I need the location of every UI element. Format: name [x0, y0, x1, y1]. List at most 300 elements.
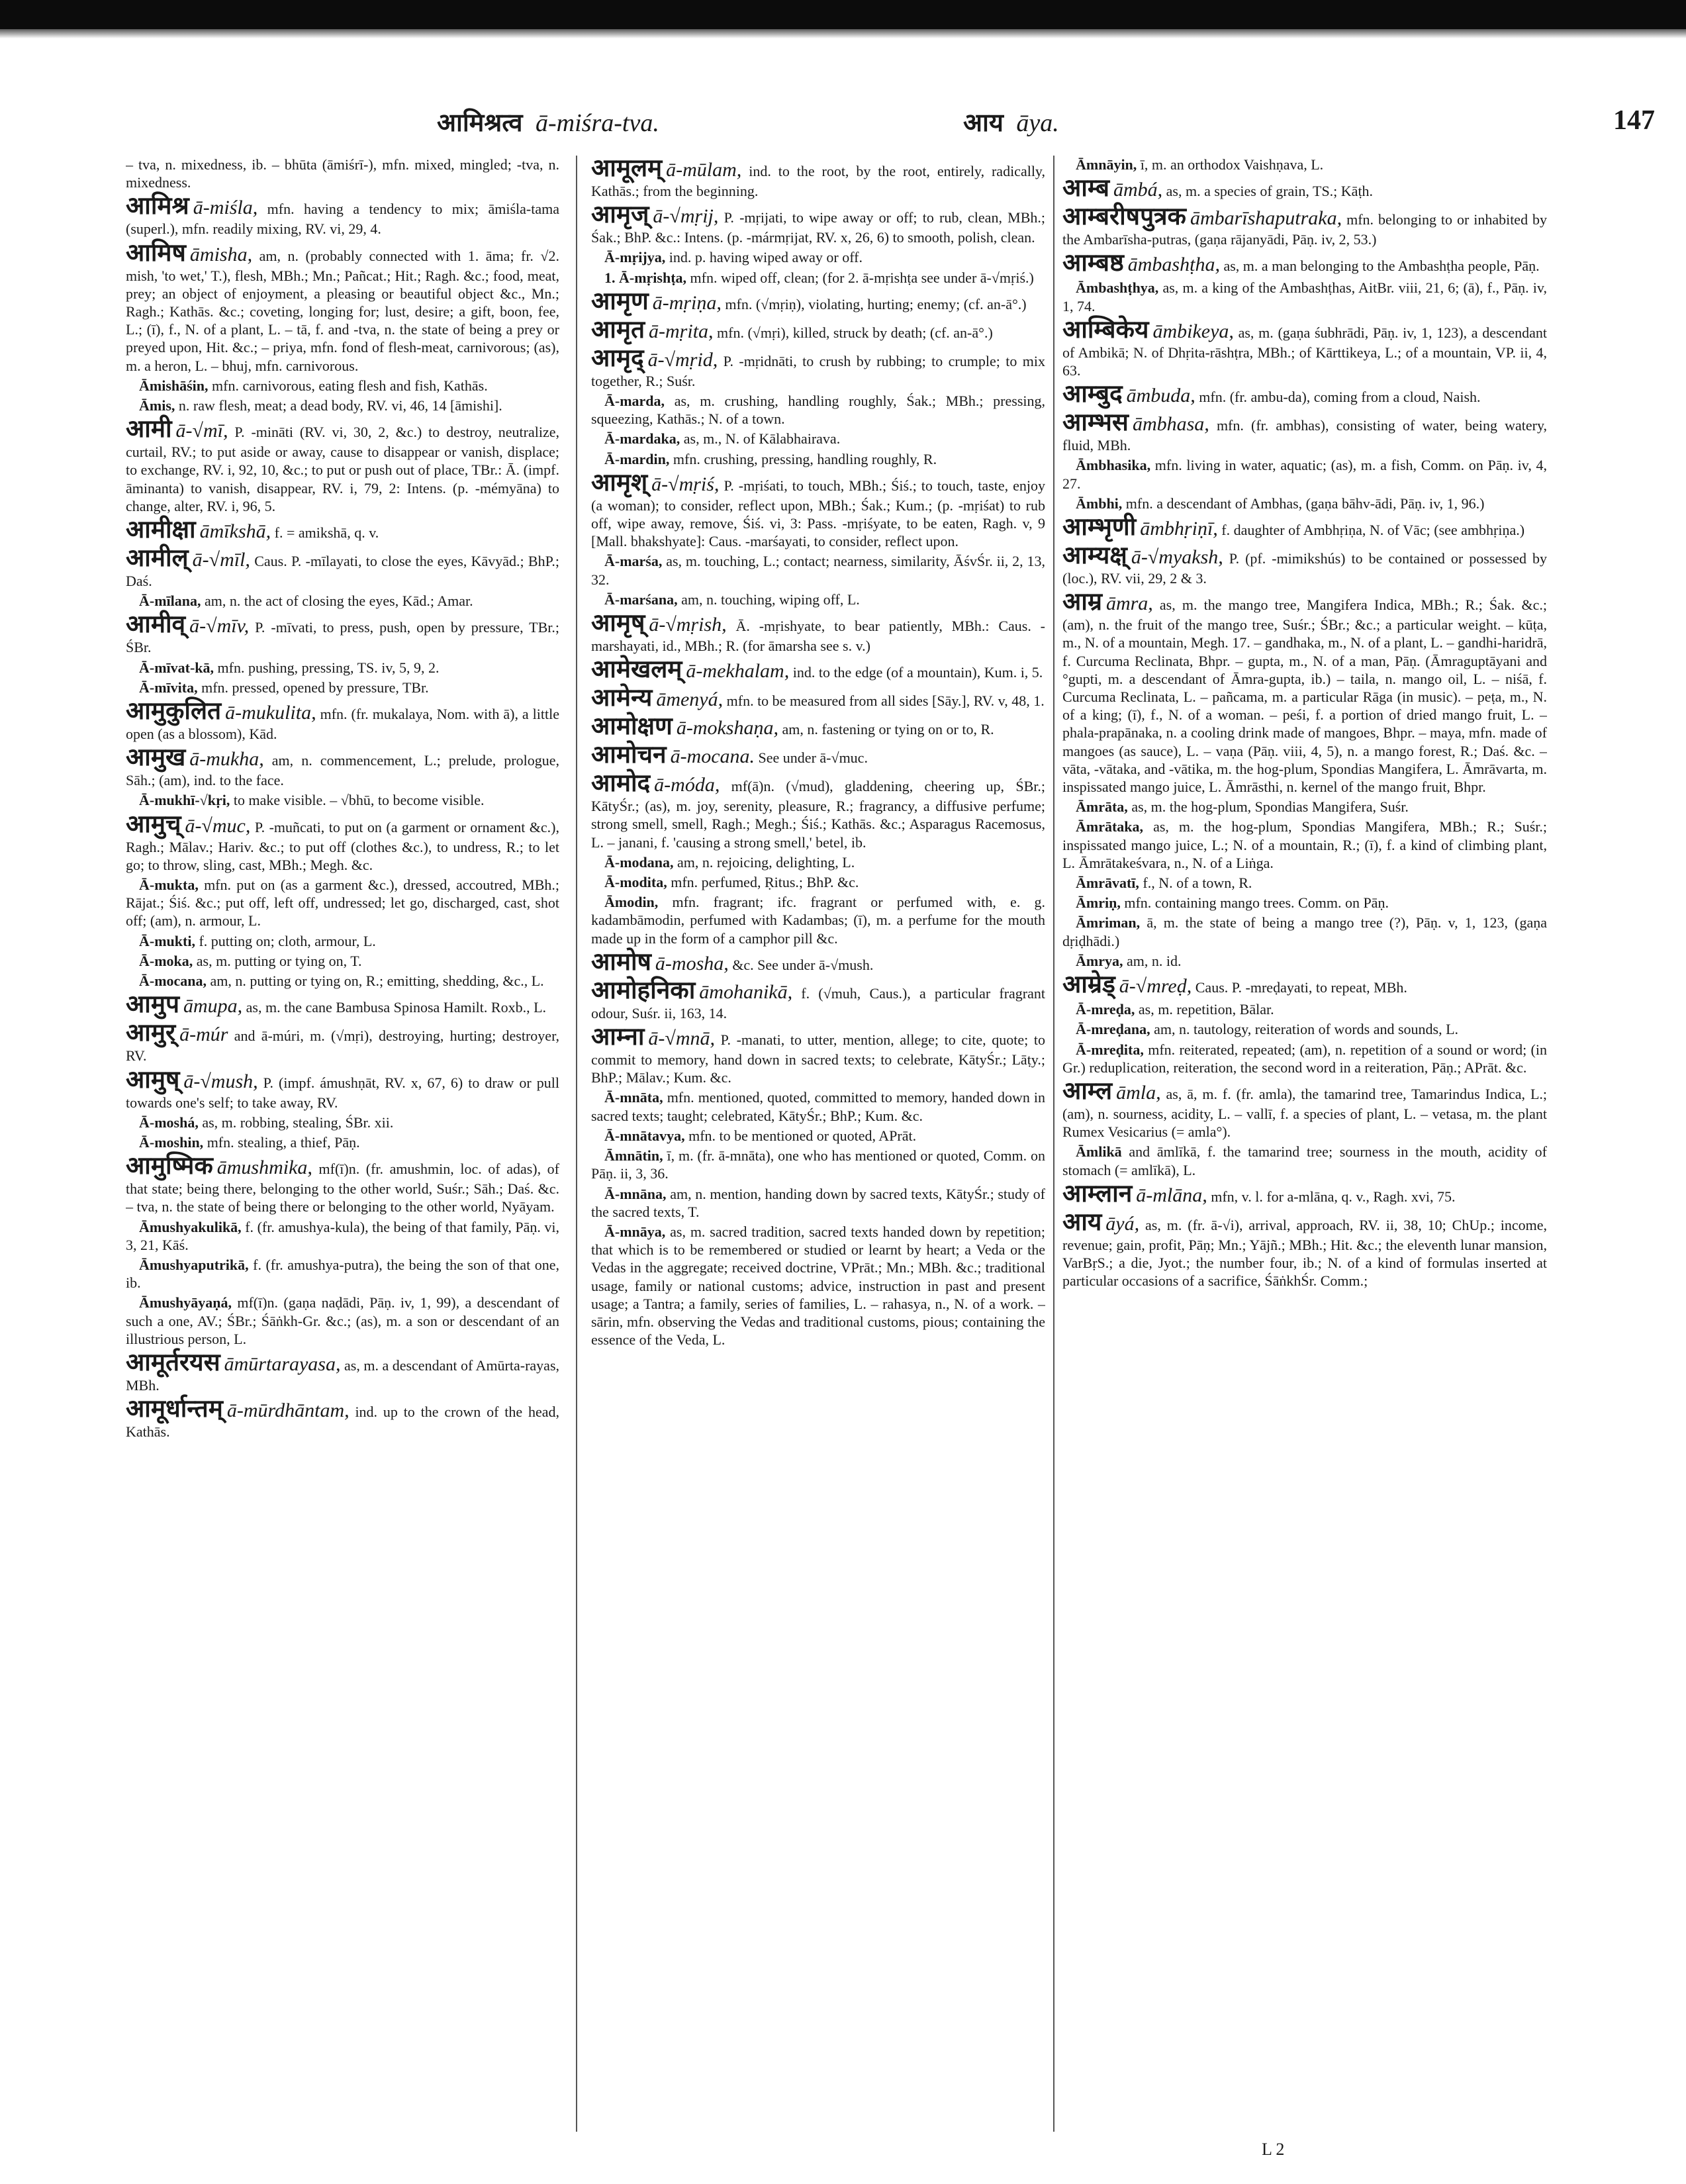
entry-transliteration: ā-miśla,	[193, 197, 258, 219]
entry-definition: mfn. (√mṛi), killed, struck by death; (cf. an-ā°.)	[717, 324, 993, 341]
entry-definition: as, ā, m. f. (fr. amla), the tamarind tree, Tamarindus Indica, L.; (am), n. sourness, acidity, L. – vallī, f. a species of plant, L. – vetasa, m. the plant Rumex Vesicarius (= amla°).	[1062, 1085, 1547, 1141]
running-header	[113, 105, 1655, 144]
entry-headword: आम्ना	[591, 1023, 645, 1051]
dictionary-subentry	[591, 430, 1045, 448]
dictionary-subentry	[1062, 1143, 1547, 1178]
entry-definition: ind. to the edge (of a mountain), Kum. i, 5.	[792, 664, 1043, 681]
entry-definition: P. -mṛiśati, to touch, MBh.; Śiś.; to touch, taste, enjoy (a woman); to consider, reflect upon, MBh.; Śak.; Kum.; (p. -mṛiśat) to rub off, wipe away, remove, Śiś. vi, 3: Pass. -mṛiśyate, to be eaten, Ragh. v, 9 [Mall. bhakshyate]: Caus. -marśayati, to consider, reflect upon.	[591, 477, 1045, 550]
entry-headword: आमी	[126, 416, 172, 444]
entry-definition: am, n. mention, handing down by sacred texts, KātyŚr.; study of the sacred texts, T.	[591, 1185, 1045, 1220]
entry-definition: mfn. fragrant; ifc. fragrant or perfumed with, e. g. kadambāmodin, perfumed with Kadambas; (ī), m. a perfume for the mouth made up in the form of a camphor pill &c.	[591, 894, 1045, 947]
entry-headword: आम्भृणी	[1062, 514, 1137, 542]
subentry-term: Ā-mukhī-√kṛi,	[139, 792, 230, 809]
column-3	[1062, 156, 1547, 2135]
entry-definition: as, m. a species of grain, TS.; Kāṭh.	[1166, 183, 1374, 200]
subentry-term: Ā-mocana,	[139, 973, 207, 990]
subentry-term: Ā-mnāya,	[604, 1223, 666, 1240]
subentry-term: Āmodin,	[604, 894, 659, 911]
dictionary-entry	[1062, 317, 1547, 379]
subentry-term: Ā-moka,	[139, 952, 193, 969]
entry-definition: as, m. touching, L.; contact; nearness, similarity, ĀśvŚr. ii, 2, 13, 32.	[591, 553, 1045, 588]
entry-headword: आमुख	[126, 744, 186, 772]
header-mid-devanagari: आय	[963, 109, 1004, 137]
entry-definition: as, m. robbing, stealing, ŚBr. xii.	[202, 1114, 394, 1131]
entry-definition: mfn. wiped off, clean; (for 2. ā-mṛishṭa see under ā-√mṛiś.)	[690, 269, 1034, 286]
entry-definition: as, m. a king of the Ambashṭhas, AitBr. viii, 21, 6; (ā), f., Pāṇ. iv, 1, 74.	[1062, 279, 1547, 314]
dictionary-subentry	[1062, 798, 1547, 816]
entry-definition: as, m. (gaṇa śubhrādi, Pāṇ. iv, 1, 123), a descendant of Ambikā; N. of Dhṛita-rāshṭra, MBh.; of Kārttikeya, L.; of a mountain, VP. ii, 4, 63.	[1062, 324, 1547, 379]
entry-transliteration: ā-mokshaṇa,	[676, 717, 778, 739]
entry-definition: mf(ī)n. (gaṇa naḍādi, Pāṇ. iv, 1, 99), a descendant of such a one, AV.; ŚBr.; Śāṅkh-Gr. &c.; (as), m. a son or descendant of an illustrious person, L.	[126, 1294, 559, 1347]
entry-definition: f. (√muh, Caus.), a particular fragrant odour, Suśr. ii, 163, 14.	[591, 984, 1045, 1021]
entry-transliteration: āmushmika,	[216, 1157, 312, 1179]
entry-definition: &c. See under ā-√mush.	[732, 956, 874, 973]
dictionary-entry	[126, 240, 559, 375]
entry-transliteration: āmbarīshaputraka,	[1190, 207, 1342, 230]
dictionary-subentry	[591, 893, 1045, 947]
entry-headword: आमृत	[591, 316, 645, 344]
dictionary-subentry	[591, 552, 1045, 588]
dictionary-subentry	[126, 377, 559, 395]
dictionary-entry	[1062, 250, 1547, 277]
header-left-devanagari: आमिश्रत्व	[437, 109, 523, 137]
subentry-term: Ā-moshin,	[139, 1133, 204, 1151]
entry-definition: ind. p. having wiped away or off.	[669, 249, 863, 266]
entry-definition: am, n. touching, wiping off, L.	[681, 591, 860, 608]
entry-headword: आमोचन	[591, 741, 667, 769]
entry-transliteration: ā-√myaksh,	[1131, 546, 1223, 569]
dictionary-subentry	[591, 1088, 1045, 1124]
dictionary-subentry	[591, 1223, 1045, 1349]
entry-definition: mfn. having a tendency to mix; āmiśla-tama (superl.), mfn. readily mixing, RV. vi, 29, 4.	[126, 201, 559, 238]
dictionary-entry	[126, 546, 559, 590]
dictionary-subentry	[126, 679, 559, 696]
entry-definition: Ā. -mṛishyate, to bear patiently, MBh.: Caus. -marshayati, id., MBh.; R. (for āmarsha see s. v.)	[591, 618, 1045, 655]
dictionary-entry	[591, 610, 1045, 655]
subentry-term: Āmushyaputrikā,	[139, 1256, 249, 1273]
entry-headword: आमील्	[126, 545, 189, 573]
entry-definition: and āmlīkā, f. the tamarind tree; sourness in the mouth, acidity of stomach (= amlīkā), L.	[1062, 1143, 1547, 1178]
entry-headword: आम्भस	[1062, 409, 1129, 437]
subentry-term: Ā-mṛijya,	[604, 249, 666, 266]
subentry-term: Ā-mnāna,	[604, 1185, 667, 1202]
entry-definition: P. (pf. -mimikshús) to be contained or possessed by (loc.), RV. vii, 29, 2 & 3.	[1062, 550, 1547, 587]
dictionary-entry	[591, 714, 1045, 740]
entry-definition: as, m. repetition, Bālar.	[1138, 1001, 1274, 1018]
entry-definition: to make visible. – √bhū, to become visible.	[233, 792, 485, 809]
header-left-translit: ā-miśra-tva.	[536, 109, 659, 137]
entry-definition: mfn. a descendant of Ambhas, (gaṇa bāhv-ādi, Pāṇ. iv, 1, 96.)	[1125, 495, 1485, 512]
entry-headword: आमूर्धान्तम्	[126, 1396, 223, 1423]
subentry-term: Āmbhasika,	[1076, 457, 1151, 474]
dictionary-entry	[591, 1024, 1045, 1086]
dictionary-entry	[591, 771, 1045, 851]
entry-headword: आम्ल	[1062, 1077, 1113, 1105]
entry-definition: mfn. put on (as a garment &c.), dressed, accoutred, MBh.; Rājat.; Śiś. &c.; put off, left off, undressed; let go, discharged, cast, shot off; (am), n. armour, L.	[126, 877, 559, 929]
subentry-term: Ā-mreḍita,	[1076, 1041, 1144, 1058]
entry-transliteration: āmla,	[1116, 1081, 1161, 1104]
entry-transliteration: ā-mṛiṇa,	[652, 291, 722, 314]
dictionary-entry	[126, 745, 559, 789]
subentry-term: Ā-mreḍa,	[1076, 1001, 1135, 1018]
entry-transliteration: ā-√mī,	[175, 420, 228, 442]
entry-headword: आमीव्	[126, 611, 186, 639]
entry-headword: आमीक्षा	[126, 516, 196, 544]
column-rule-2	[1053, 156, 1054, 2132]
entry-headword: आमोष	[591, 948, 651, 976]
subentry-term: Āmriman,	[1076, 914, 1141, 931]
dictionary-subentry	[1062, 952, 1547, 970]
dictionary-entry	[1062, 1210, 1547, 1290]
dictionary-entry	[126, 612, 559, 656]
entry-headword: आम्बुद	[1062, 381, 1123, 408]
dictionary-entry	[1062, 514, 1547, 541]
header-right-catchword	[963, 105, 1059, 139]
dictionary-entry	[1062, 1078, 1547, 1141]
entry-definition: as, m. the cane Bambusa Spinosa Hamilt. Roxb., L.	[246, 999, 547, 1016]
entry-headword: आमोहनिका	[591, 976, 696, 1004]
column-2	[591, 156, 1045, 2135]
entry-definition: and ā-múri, m. (√mṛi), destroying, hurting; destroyer, RV.	[126, 1027, 559, 1065]
dictionary-entry	[1062, 381, 1547, 408]
entry-transliteration: ā-√mṛiś,	[651, 473, 720, 495]
entry-transliteration: ā-√mṛish,	[649, 614, 727, 636]
entry-headword: आय	[1062, 1208, 1102, 1236]
entry-definition: mfn. mentioned, quoted, committed to memory, handed down in sacred texts; taught; celebrated, KātyŚr.; BhP.; Kum. &c.	[591, 1089, 1045, 1124]
dictionary-subentry	[1062, 818, 1547, 872]
dictionary-subentry	[591, 873, 1045, 891]
dictionary-entry	[1062, 589, 1547, 796]
entry-headword: आमिष	[126, 239, 186, 267]
dictionary-entry	[591, 202, 1045, 246]
entry-headword: आम्यक्ष्	[1062, 542, 1127, 570]
entry-transliteration: āmūrtarayasa,	[224, 1353, 341, 1375]
subentry-term: Ā-moshá,	[139, 1114, 199, 1131]
subentry-term: Āmbashṭhya,	[1076, 279, 1159, 297]
entry-definition: as, m. putting or tying on, T.	[196, 952, 362, 969]
entry-headword: आम्बष्ठ	[1062, 250, 1124, 277]
subentry-term: Ā-mīvat-kā,	[139, 659, 214, 676]
dictionary-subentry	[126, 1114, 559, 1131]
dictionary-entry	[591, 657, 1045, 683]
subentry-term: Āmriṇ,	[1076, 894, 1121, 912]
entry-definition: mfn, v. l. for a-mlāna, q. v., Ragh. xvi, 75.	[1211, 1188, 1456, 1205]
entry-headword: आमुर्	[126, 1020, 176, 1047]
entry-transliteration: ā-√mṛij,	[653, 205, 719, 228]
entry-headword: आमृद्	[591, 344, 644, 372]
dictionary-entry	[126, 416, 559, 515]
entry-transliteration: ā-mlāna,	[1136, 1184, 1207, 1206]
dictionary-entry	[126, 812, 559, 874]
dictionary-entry	[1062, 543, 1547, 587]
entry-definition: P. -manati, to utter, mention, allege; to cite, quote; to commit to memory, hand down in sacred texts; to celebrate, KātyŚr.; Lāṭy.; BhP.; Mālav.; Kum. &c.	[591, 1031, 1045, 1086]
entry-definition: am, n. the act of closing the eyes, Kād.; Amar.	[205, 593, 473, 610]
entry-transliteration: āmra,	[1105, 593, 1153, 615]
dictionary-entry	[591, 317, 1045, 344]
subentry-term: Ā-mnāta,	[604, 1089, 663, 1106]
entry-transliteration: ā-mocana.	[670, 745, 755, 768]
dictionary-entry	[126, 698, 559, 743]
entry-transliteration: āmisha,	[189, 243, 253, 265]
entry-definition: am, n. rejoicing, delighting, L.	[677, 853, 855, 871]
entry-transliteration: āmbá,	[1113, 179, 1163, 201]
entry-definition: mfn. (√mṛiṇ), violating, hurting; enemy; (cf. an-ā°.)	[725, 295, 1027, 312]
entry-transliteration: ā-√muc,	[185, 814, 251, 837]
entry-definition: n. raw flesh, meat; a dead body, RV. vi, 46, 14 [āmishi].	[178, 397, 502, 414]
entry-headword: आमिश्र	[126, 193, 189, 220]
entry-transliteration: āmenyá,	[656, 688, 724, 711]
dictionary-entry	[126, 992, 559, 1018]
entry-definition: mfn. perfumed, Ṛitus.; BhP. &c.	[671, 874, 859, 891]
subentry-term: Ā-mnātavya,	[604, 1127, 685, 1144]
entry-definition: am, n. id.	[1126, 952, 1182, 969]
entry-transliteration: ā-√mīl,	[192, 549, 250, 571]
entry-definition: mfn. crushing, pressing, handling roughly, R.	[673, 450, 937, 467]
header-left-catchword	[437, 105, 659, 139]
entry-definition: ā, m. the state of being a mango tree (?), Pāṇ. v, 1, 123, (gaṇa dṛiḍhādi.)	[1062, 914, 1547, 949]
entry-headword: आमुच्	[126, 810, 181, 838]
entry-definition: mfn. containing mango trees. Comm. on Pāṇ.	[1124, 894, 1389, 912]
dictionary-entry	[126, 1396, 559, 1441]
entry-definition: ind. to the root, by the root, entirely, radically, Kathās.; from the beginning.	[591, 163, 1045, 199]
entry-definition: P. -mināti (RV. vi, 30, 2, &c.) to destroy, neutralize, curtail, RV.; to put aside or away, cause to disappear or vanish, displace; to exchange, RV. i, 92, 10, &c.; to put or push out of place, TBr.: Ā. (impf. āminanta) to vanish, disappear, RV. i, 79, 2: Intens. (p. -mémyāna) to change, alter, RV. i, 96, 5.	[126, 424, 559, 514]
entry-definition: f. (fr. amushya-putra), the being the son of that one, ib.	[126, 1256, 559, 1292]
entry-definition: f. = amikshā, q. v.	[274, 524, 379, 542]
subentry-term: Āmushyakulikā,	[139, 1218, 242, 1235]
entry-headword: आमेन्य	[591, 685, 653, 712]
entry-definition: as, m. crushing, handling roughly, Śak.; MBh.; pressing, squeezing, Kathās.; N. of a town.	[591, 393, 1045, 428]
subentry-term: Ā-mreḍana,	[1076, 1021, 1150, 1038]
entry-transliteration: āmbikeya,	[1152, 320, 1234, 342]
entry-definition: am, n. (probably connected with 1. āma; fr. √2. mish, 'to wet,' T.), flesh, MBh.; Mn.; Pañcat.; Hit.; Ragh. &c.; food, meat, prey; an object of enjoyment, a pleasing or beautiful object &c., Mn.; Ragh.; Kathās. &c.; coveting, longing for; lust, desire; a gift, boon, fee, L.; (ī), f., N. of a plant, L. – tā, f. and -tva, n. the state of being a prey or preyed upon, Hit. &c.; – priya, mfn. fond of flesh-meat, carnivorous; (as), m. a heron, L. – bhuj, mfn. carnivorous.	[126, 247, 559, 374]
entry-transliteration: ā-√mreḍ,	[1119, 975, 1192, 998]
dictionary-subentry	[591, 248, 1045, 266]
entry-definition: mfn. pressed, opened by pressure, TBr.	[201, 679, 429, 696]
entry-transliteration: ā-mukulita,	[225, 702, 316, 724]
subentry-term: Āmnāyin,	[1076, 156, 1137, 173]
entry-headword: आम्र	[1062, 589, 1102, 616]
page-number: 147	[1613, 105, 1655, 136]
dictionary-entry	[591, 949, 1045, 976]
entry-transliteration: āmupa,	[183, 995, 243, 1018]
entry-definition: am, n. commencement, L.; prelude, prologue, Sāh.; (am), ind. to the face.	[126, 752, 559, 789]
dictionary-entry	[126, 517, 559, 544]
subentry-term: Āmishāśin,	[139, 377, 209, 394]
entry-definition: Caus. P. -mreḍayati, to repeat, MBh.	[1195, 979, 1407, 996]
entry-headword: आम्ब	[1062, 175, 1109, 203]
entry-transliteration: ā-mekhalam,	[686, 660, 790, 683]
entry-transliteration: ā-√mush,	[183, 1070, 258, 1092]
dictionary-entry	[126, 1020, 559, 1065]
entry-definition: P. -mṛidnāti, to crush by rubbing; to crumple; to mix together, R.; Suśr.	[591, 352, 1045, 389]
entry-transliteration: āmbhasa,	[1132, 413, 1209, 436]
dictionary-subentry	[126, 876, 559, 930]
dictionary-subentry	[126, 791, 559, 809]
entry-transliteration: āmīkshā,	[199, 520, 271, 543]
entry-definition: as, m. sacred tradition, sacred texts handed down by repetition; that which is to be remembered or studied or learnt by heart; a Veda or the Vedas in the aggregate; received doctrine, VPrāt.; Mn.; MBh. &c.; traditional usage, family or national customs; advice, instruction in past and present usage; a Tantra; a family, series of families, L. – rahasya, n., N. of a work. – sārin, mfn. observing the Vedas and traditional customs, pious; containing the essence of the Veda, L.	[591, 1223, 1045, 1349]
dictionary-subentry	[1062, 156, 1547, 173]
entry-headword: आम्बरीषपुत्रक	[1062, 203, 1186, 231]
entry-definition: am, n. fastening or tying on or to, R.	[782, 721, 994, 738]
entry-definition: f. daughter of Ambhṛiṇa, N. of Vāc; (see ambhṛiṇa.)	[1221, 522, 1525, 539]
subentry-term: Āmrātaka,	[1076, 818, 1144, 835]
entry-headword: आमेखलम्	[591, 656, 682, 684]
subentry-term: Ā-mardaka,	[604, 430, 680, 448]
entry-transliteration: ā-√mṛid,	[647, 348, 718, 371]
dictionary-subentry	[591, 269, 1045, 287]
subentry-term: Ā-mardin,	[604, 450, 670, 467]
entry-transliteration: ā-√mīv,	[189, 615, 250, 638]
dictionary-subentry	[591, 392, 1045, 428]
entry-definition: mfn. to be measured from all sides [Sāy.], RV. v, 48, 1.	[726, 692, 1045, 710]
entry-headword: आमोक्षण	[591, 713, 673, 741]
dictionary-subentry	[126, 1256, 559, 1292]
subentry-term: Ā-marśana,	[604, 591, 678, 608]
entry-definition: mfn. (fr. ambu-da), coming from a cloud, Naish.	[1199, 389, 1481, 406]
entry-headword: आमुष्	[126, 1066, 180, 1094]
entry-definition: mf(ā)n. (√mud), gladdening, cheering up, ŚBr.; KātyŚr.; (as), m. joy, serenity, pleasure, R.; fragrancy, a diffusive perfume; strong smell, smell, Ragh.; Megh.; Śiś.; Kathās. &c.; Asparagus Racemosus, L. – janani, f. 'causing a strong smell,' betel, ib.	[591, 778, 1045, 851]
entry-definition: P. -mīvati, to press, push, open by pressure, TBr.; ŚBr.	[126, 619, 559, 656]
dictionary-subentry	[126, 397, 559, 414]
header-mid-translit: āya.	[1016, 109, 1059, 137]
dictionary-entry	[591, 346, 1045, 390]
entry-definition: See under ā-√muc.	[758, 749, 868, 767]
entry-definition: mfn. reiterated, repeated; (am), n. repetition of a sound or word; (in Gr.) reduplication, reiteration, the second word in a reiteration, Pāṇ.; APrāt. &c.	[1062, 1041, 1547, 1076]
subentry-term: Āmis,	[139, 397, 175, 414]
entry-transliteration: ā-mūlam,	[666, 159, 742, 181]
entry-transliteration: ā-múr	[179, 1023, 228, 1046]
entry-definition: as, m. (fr. ā-√i), arrival, approach, RV. ii, 38, 10; ChUp.; income, revenue; gain, profit, Pāṇ; Mn.; Yājñ.; MBh.; Hit. &c.; the eleventh lunar mansion, VarBṛS.; a die, Jyot.; the number four, ib.; N. of a kind of formulas inserted at particular occasions of a sacrifice, ŚāṅkhŚr. Comm.;	[1062, 1216, 1547, 1290]
subentry-term: Ā-mukta,	[139, 877, 199, 894]
entry-definition: – tva, n. mixedness, ib. – bhūta (āmiśrī-), mfn. mixed, mingled; -tva, n. mixedness.	[126, 156, 559, 191]
entry-transliteration: ā-mūrdhāntam,	[226, 1400, 350, 1422]
dictionary-entry	[591, 742, 1045, 769]
dictionary-entry	[591, 685, 1045, 712]
dictionary-subentry	[1062, 894, 1547, 912]
entry-definition: ī, m. (fr. ā-mnāta), one who has mentioned or quoted, Comm. on Pāṇ. ii, 3, 36.	[591, 1147, 1045, 1182]
dictionary-subentry	[1062, 874, 1547, 892]
dictionary-entry	[1062, 410, 1547, 454]
entry-transliteration: āmohanikā,	[699, 980, 793, 1003]
entry-transliteration: ā-mṛita,	[649, 320, 714, 342]
dictionary-entry	[591, 470, 1045, 551]
subentry-term: Ā-modana,	[604, 853, 674, 871]
entry-definition: P. -muñcati, to put on (a garment or ornament &c.), Ragh.; Mālav.; Hariv. &c.; to put off (clothes &c.), to undress, R.; to let go; to throw, sling, cast, MBh.; Megh. &c.	[126, 818, 559, 873]
dictionary-entry	[1062, 175, 1547, 202]
subentry-term: Āmushyāyaṇá,	[139, 1294, 232, 1311]
entry-definition: as, m. the hog-plum, Spondias Mangifera, Suśr.	[1131, 798, 1409, 816]
entry-transliteration: ā-móda,	[654, 774, 720, 796]
entry-headword: आमृण	[591, 287, 649, 315]
entry-definition: P. -mṛijati, to wipe away or off; to rub, clean, MBh.; Śak.; BhP. &c.: Intens. (p. -mármṛijat, RV. x, 26, 6) to smooth, polish, clean.	[591, 209, 1045, 246]
scan-top-border	[0, 0, 1686, 29]
entry-definition: as, m. a descendant of Amūrta-rayas, MBh.	[126, 1356, 559, 1394]
dictionary-subentry	[1062, 914, 1547, 949]
subentry-term: Āmrya,	[1076, 952, 1123, 969]
signature-mark: L 2	[1262, 2140, 1285, 2159]
entry-definition: as, m. the hog-plum, Spondias Mangifera, MBh.; R.; Suśr.; inspissated mango juice, L.; N. of a mountain, R.; (ī), f. a kind of climbing plant, L. Āmrātakeśvara, n., N. of a Liṅga.	[1062, 818, 1547, 871]
dictionary-subentry	[591, 591, 1045, 608]
entry-definition: Caus. P. -mīlayati, to close the eyes, Kāvyād.; BhP.; Daś.	[126, 553, 559, 590]
subentry-term: Ā-marśa,	[604, 553, 663, 570]
entry-transliteration: āyá,	[1105, 1212, 1140, 1235]
dictionary-subentry	[591, 853, 1045, 871]
entry-definition: am, n. putting or tying on, R.; emitting, shedding, &c., L.	[210, 973, 544, 990]
dictionary-entry	[591, 978, 1045, 1022]
subentry-term: Ā-modita,	[604, 874, 667, 891]
entry-definition: mfn. carnivorous, eating flesh and fish, Kathās.	[212, 377, 488, 394]
dictionary-entry	[1062, 1181, 1547, 1208]
entry-definition: as, m. the mango tree, Mangifera Indica, MBh.; R.; Śak. &c.; (am), n. the fruit of the mango tree, Suśr.; ŚBr.; &c.; a particular weight. – kūṭa, m., N. of a mountain, Megh. 17. – gandhaka, m., N. of a plant, L. – gandhi-haridrā, f. Curcuma Reclinata, Bhpr. – gupta, m., N. of a man, Pāṇ. (Āmraguptāyani and °gupti, m. a descendant of Āmra-gupta, ib.) – taila, n. mango oil, L. – niśā, f. Curcuma Reclinata, L. – pañcama, m. a particular Rāga (in music). – peṭa, m., N. of a king; (ī), f., N. of a woman. – peśi, f. a portion of dried mango fruit, L. – phala-prapānaka, n. a cooling drink made of mangoes, Bhpr. – maya, mfn. made of mangoes (as sauce), L. – vaṇa (Pāṇ. viii, 4, 5), n. a mango forest, R.; Daś. &c. – vāta, -vātaka, and -vātika, m. the hog-plum, Spondias Mangifera, L. Āmrāvarta, m. inspissated mango juice, L. Āmrāsthi, n. kernel of the mango fruit, Bhpr.	[1062, 596, 1547, 796]
dictionary-subentry	[1062, 1000, 1547, 1018]
entry-headword: आमूर्तरयस	[126, 1349, 220, 1376]
dictionary-subentry	[126, 972, 559, 990]
dictionary-entry	[126, 1067, 559, 1112]
dictionary-subentry	[126, 1133, 559, 1151]
subentry-term: Ā-mīvita,	[139, 679, 198, 696]
dictionary-entry	[126, 193, 559, 238]
dictionary-subentry	[591, 1185, 1045, 1221]
entry-definition: mfn. (fr. ambhas), consisting of water, being watery, fluid, MBh.	[1062, 417, 1547, 454]
dictionary-entry	[1062, 972, 1547, 998]
dictionary-subentry	[126, 156, 559, 191]
entry-transliteration: ā-mosha,	[655, 952, 729, 974]
entry-headword: आमुष्मिक	[126, 1153, 213, 1180]
dictionary-subentry	[126, 952, 559, 970]
dictionary-subentry	[591, 450, 1045, 468]
dictionary-subentry	[126, 1294, 559, 1348]
entry-definition: mfn. pushing, pressing, TS. iv, 5, 9, 2.	[217, 659, 440, 676]
dictionary-subentry	[1062, 456, 1547, 492]
entry-definition: f. putting on; cloth, armour, L.	[199, 932, 376, 949]
dictionary-entry	[126, 1350, 559, 1394]
column-1	[126, 156, 559, 2135]
scan-top-shadow	[0, 29, 1686, 38]
subentry-term: 1. Ā-mṛishṭa,	[604, 269, 687, 286]
entry-headword: आम्लान	[1062, 1180, 1133, 1208]
dictionary-subentry	[1062, 1020, 1547, 1038]
entry-headword: आम्रेड्	[1062, 971, 1115, 999]
entry-transliteration: āmbhṛiṇī,	[1140, 518, 1218, 540]
entry-definition: ind. up to the crown of the head, Kathās.	[126, 1403, 559, 1441]
entry-definition: as, m., N. of Kālabhairava.	[683, 430, 841, 448]
subentry-term: Āmrāvatī,	[1076, 875, 1139, 892]
subentry-term: Ā-mīlana,	[139, 593, 201, 610]
entry-headword: आमृष्	[591, 610, 645, 638]
entry-definition: am, n. tautology, reiteration of words and sounds, L.	[1154, 1021, 1459, 1038]
subentry-term: Āmnātin,	[604, 1147, 663, 1164]
dictionary-entry	[591, 156, 1045, 200]
entry-headword: आमूलम्	[591, 156, 663, 182]
entry-transliteration: ā-mukha,	[189, 748, 264, 771]
entry-definition: mfn. to be mentioned or quoted, APrāt.	[688, 1127, 917, 1144]
column-rule-1	[576, 156, 577, 2132]
entry-transliteration: āmbuda,	[1126, 385, 1195, 407]
entry-definition: mfn. (fr. mukalaya, Nom. with ā), a little open (as a blossom), Kād.	[126, 706, 559, 743]
entry-definition: f. (fr. amushya-kula), the being of that family, Pāṇ. vi, 3, 21, Kāś.	[126, 1218, 559, 1253]
dictionary-subentry	[591, 1127, 1045, 1145]
subentry-term: Āmlikā	[1076, 1143, 1122, 1161]
entry-headword: आमोद	[591, 770, 651, 798]
entry-definition: as, m. a man belonging to the Ambashṭha people, Pāṇ.	[1223, 258, 1540, 275]
entry-headword: आमुप	[126, 991, 179, 1019]
subentry-term: Āmrāta,	[1076, 798, 1128, 816]
entry-definition: P. (impf. ámushṇāt, RV. x, 67, 6) to draw or pull towards one's self; to take away, RV.	[126, 1074, 559, 1111]
dictionary-subentry	[1062, 1041, 1547, 1076]
entry-headword: आमृश्	[591, 469, 648, 497]
dictionary-entry	[126, 1153, 559, 1215]
dictionary-entry	[1062, 204, 1547, 248]
